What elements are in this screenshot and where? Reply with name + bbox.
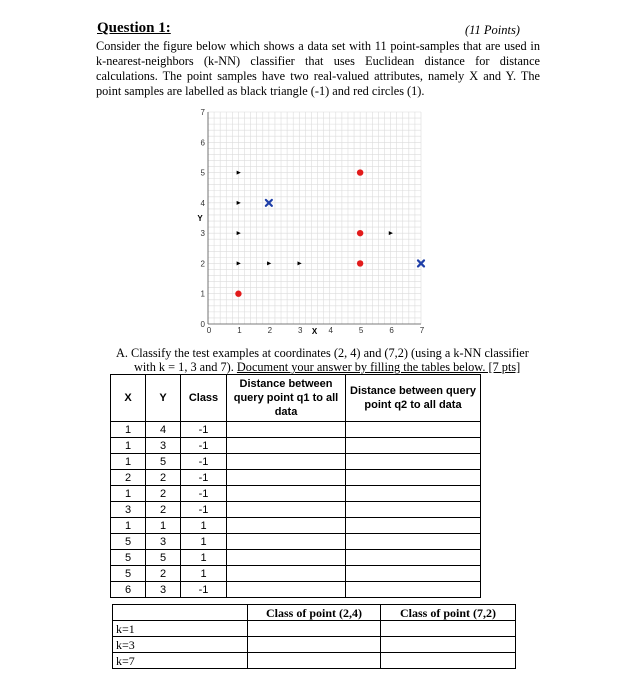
cell-dist-q1[interactable] [227, 486, 346, 502]
circle-marker [357, 260, 363, 266]
cell-class: 1 [181, 534, 227, 550]
answer-cell[interactable] [381, 653, 516, 669]
cell-dist-q1[interactable] [227, 518, 346, 534]
cell-class: 1 [181, 518, 227, 534]
part-a-line2-underlined: Document your answer by filling the tables below. [7 pts] [236, 360, 521, 374]
cell-x: 1 [111, 454, 146, 470]
cell-dist-q1[interactable] [227, 582, 346, 598]
table-row [113, 653, 516, 669]
x-tick-label: 0 [206, 326, 212, 335]
cell-x: 5 [111, 550, 146, 566]
cell-dist-q2[interactable] [346, 518, 481, 534]
table-row [111, 470, 481, 486]
cell-class: -1 [181, 582, 227, 598]
col-header-class-7-2: Class of point (7,2) [381, 605, 516, 621]
cell-x: 1 [111, 422, 146, 438]
cell-dist-q2[interactable] [346, 486, 481, 502]
cell-class: -1 [181, 438, 227, 454]
cell-class: -1 [181, 486, 227, 502]
cell-y: 2 [146, 486, 181, 502]
table-row [111, 422, 481, 438]
cell-y: 3 [146, 534, 181, 550]
table-row [111, 550, 481, 566]
col-header-dist-q2: Distance between query point q2 to all data [346, 375, 481, 422]
circle-marker [235, 291, 241, 297]
cell-dist-q1[interactable] [227, 422, 346, 438]
col-header-x: X [111, 375, 146, 422]
cell-dist-q2[interactable] [346, 422, 481, 438]
cell-y: 5 [146, 454, 181, 470]
cell-x: 1 [111, 486, 146, 502]
cell-dist-q2[interactable] [346, 534, 481, 550]
col-header-dist-q1: Distance between query point q1 to all data [227, 375, 346, 422]
col-header-y: Y [146, 375, 181, 422]
table-row [111, 534, 481, 550]
cell-y: 5 [146, 550, 181, 566]
table-row [111, 438, 481, 454]
x-tick-label: 1 [237, 326, 242, 335]
cell-x: 1 [111, 438, 146, 454]
part-a-prompt [116, 346, 536, 374]
y-tick-label: 6 [200, 138, 205, 148]
y-tick-label: 1 [200, 289, 205, 299]
cell-class: -1 [181, 454, 227, 470]
cell-x: 5 [111, 534, 146, 550]
cell-class: 1 [181, 550, 227, 566]
part-a-line1: A. Classify the test examples at coordinates (2, 4) and (7,2) (using a k-NN classifier [116, 346, 529, 360]
part-a-line2-plain: with k = 1, 3 and 7). [134, 360, 237, 374]
cell-dist-q1[interactable] [227, 502, 346, 518]
col-header-class: Class [181, 375, 227, 422]
y-axis-label: Y [197, 214, 203, 223]
answer-cell[interactable] [248, 653, 381, 669]
cell-x: 2 [111, 470, 146, 486]
answer-cell[interactable] [248, 637, 381, 653]
x-tick-label: 3 [298, 326, 303, 335]
cell-x: 3 [111, 502, 146, 518]
cell-dist-q2[interactable] [346, 566, 481, 582]
table-row [113, 637, 516, 653]
cell-y: 3 [146, 582, 181, 598]
cell-dist-q2[interactable] [346, 502, 481, 518]
cell-class: 1 [181, 566, 227, 582]
cell-y: 2 [146, 502, 181, 518]
cell-x: 1 [111, 518, 146, 534]
part-a-line2 [116, 360, 536, 374]
cell-dist-q2[interactable] [346, 550, 481, 566]
cell-dist-q2[interactable] [346, 438, 481, 454]
y-tick-label: 3 [200, 229, 205, 239]
cell-y: 2 [146, 470, 181, 486]
table-row [113, 621, 516, 637]
answer-cell[interactable] [381, 637, 516, 653]
circle-marker [357, 230, 363, 236]
table-row [111, 454, 481, 470]
cell-dist-q2[interactable] [346, 582, 481, 598]
x-tick-label: 5 [358, 326, 364, 335]
y-tick-label: 4 [200, 198, 205, 208]
cell-y: 1 [146, 518, 181, 534]
cell-y: 3 [146, 438, 181, 454]
table-row [111, 486, 481, 502]
table-row [111, 502, 481, 518]
table-row [111, 518, 481, 534]
k-label: k=1 [113, 621, 248, 637]
cell-y: 4 [146, 422, 181, 438]
question-title: Question 1: [97, 20, 171, 36]
cell-class: -1 [181, 470, 227, 486]
cell-class: -1 [181, 422, 227, 438]
distance-table [110, 374, 481, 598]
scatter-plot [0, 0, 636, 345]
y-tick-label: 2 [200, 259, 205, 269]
y-tick-label: 5 [200, 168, 205, 178]
cell-x: 6 [111, 582, 146, 598]
k-label: k=7 [113, 653, 248, 669]
question-points: (11 Points) [465, 23, 520, 37]
x-tick-label: 7 [419, 326, 425, 335]
cell-y: 2 [146, 566, 181, 582]
x-tick-label: 6 [389, 326, 394, 335]
col-header-class-2-4: Class of point (2,4) [248, 605, 381, 621]
cell-class: -1 [181, 502, 227, 518]
table-row [111, 566, 481, 582]
x-axis-label: X [311, 327, 318, 336]
answer-cell[interactable] [381, 621, 516, 637]
cell-dist-q1[interactable] [227, 470, 346, 486]
y-tick-label: 0 [200, 320, 205, 329]
cell-dist-q1[interactable] [227, 550, 346, 566]
answer-cell[interactable] [248, 621, 381, 637]
cell-dist-q1[interactable] [227, 438, 346, 454]
k-header-blank [113, 605, 248, 621]
k-label: k=3 [113, 637, 248, 653]
cell-dist-q2[interactable] [346, 454, 481, 470]
x-tick-label: 4 [328, 326, 333, 335]
classification-table [112, 604, 516, 669]
x-tick-label: 2 [267, 326, 273, 335]
question-intro: Consider the figure below which shows a data set with 11 point-samples that are used in k-nearest-neighbors (k-NN) classifier that uses Euclidean distance for distance calculations. The point samples have two real-valued attributes, namely X and Y. The point samples are labelled as black triangle (-1) and red circles (1). [96, 39, 540, 98]
cell-dist-q1[interactable] [227, 534, 346, 550]
y-tick-label: 7 [200, 108, 205, 117]
cell-dist-q2[interactable] [346, 470, 481, 486]
cell-x: 5 [111, 566, 146, 582]
circle-marker [357, 169, 363, 175]
table-row [111, 582, 481, 598]
cell-dist-q1[interactable] [227, 454, 346, 470]
cell-dist-q1[interactable] [227, 566, 346, 582]
